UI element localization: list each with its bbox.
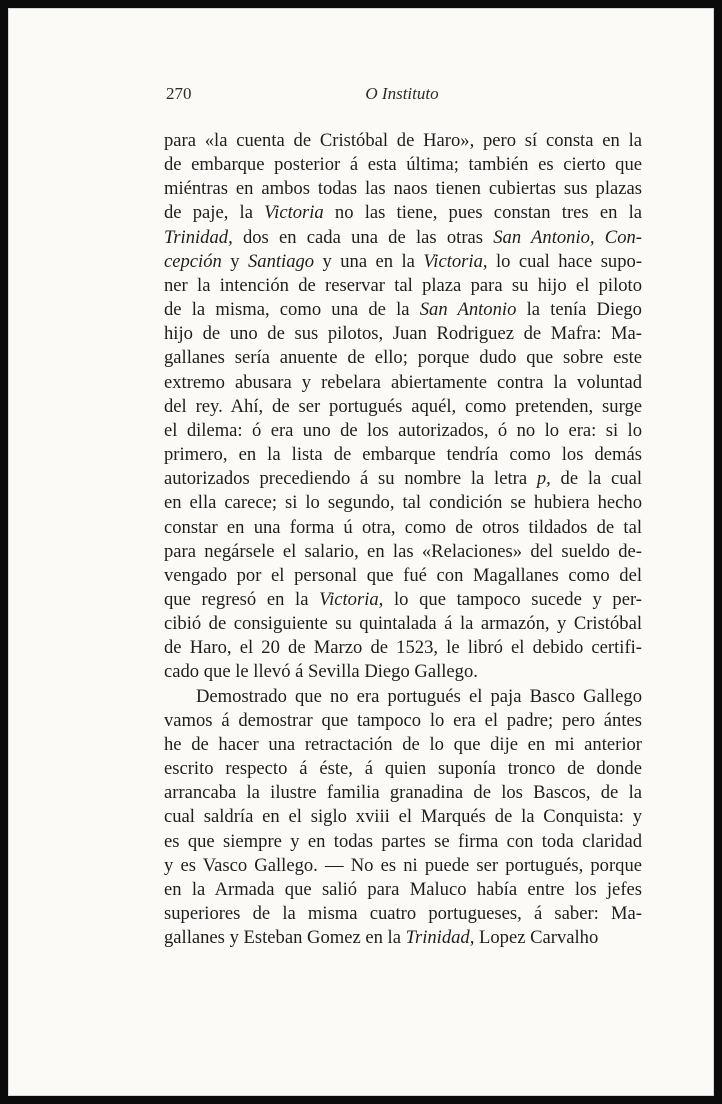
text-line: [164, 685, 642, 709]
paragraph: [164, 685, 642, 951]
text-segment: gallanes y Esteban Gomez en la: [164, 927, 406, 949]
italic-text: San Antonio, Con-: [493, 226, 642, 248]
italic-text: Santiago: [247, 250, 315, 272]
text-segment: lo que tampoco sucede y per-: [383, 588, 642, 610]
text-segment: Lopez Carvalho: [474, 927, 599, 949]
text-line: [164, 153, 642, 177]
text-line: [164, 564, 642, 588]
book-page: [8, 8, 714, 1096]
text-segment: primero, en la lista de embarque tendría como los demás: [164, 444, 642, 466]
text-segment: superiores de la misma cuatro portugueses, á saber: Ma-: [164, 903, 642, 924]
text-segment: para «la cuenta de Cristóbal de Haro», pero sí consta en la: [164, 130, 642, 151]
text-line: [164, 757, 642, 781]
text-segment: la tenía Diego: [516, 299, 642, 321]
text-segment: es que siempre y en todas partes se firma con toda claridad: [164, 830, 642, 852]
text-segment: que regresó en la: [164, 588, 320, 610]
text-segment: en la Armada que salió para Maluco había entre los jefes: [164, 878, 642, 900]
text-segment: miéntras en ambos todas las naos tienen cubiertas sus plazas: [164, 178, 642, 200]
text-segment: y una en la: [314, 250, 424, 272]
page-number: 270: [166, 84, 192, 103]
text-segment: cado que le llevó á Sevilla Diego Gallego.: [164, 661, 478, 683]
italic-text: Trinidad,: [405, 927, 475, 949]
text-line: [164, 660, 642, 684]
text-segment: cibió de consiguiente su quintalada á la armazón, y Cristóbal: [164, 613, 642, 635]
text-line: [164, 298, 642, 322]
text-line: [164, 926, 642, 950]
text-segment: Demostrado que no era portugués el paja Basco Gallego: [196, 685, 642, 707]
text-line: [164, 491, 642, 515]
italic-text: Victoria,: [423, 250, 488, 272]
text-segment: gallanes sería anuente de ello; porque dudo que sobre este: [164, 347, 642, 369]
text-segment: autorizados precediendo á su nombre la letra: [164, 468, 537, 490]
text-segment: escrito respecto á éste, á quien suponía tronco de donde: [164, 758, 642, 780]
text-segment: lo cual hace supo-: [487, 250, 643, 272]
text-line: [164, 805, 642, 829]
text-segment: hijo de uno de sus pilotos, Juan Rodriguez de Mafra: Ma-: [164, 323, 642, 345]
text-segment: arrancaba la ilustre familia granadina de los Bascos, de la: [164, 782, 642, 804]
body-text: [164, 129, 642, 950]
text-segment: cual saldría en el siglo xviii el Marqués de la Conquista: y: [164, 806, 642, 828]
text-line: [164, 419, 642, 443]
text-line: [164, 854, 642, 878]
text-segment: ner la intención de reservar tal plaza para su hijo el piloto: [164, 274, 642, 296]
running-title: O Instituto: [365, 84, 439, 103]
text-segment: del rey. Ahí, de ser portugués aquél, como pretenden, surge: [164, 395, 642, 417]
text-segment: y es Vasco Gallego. — No es ni puede ser portugués, porque: [164, 854, 642, 876]
text-line: [164, 709, 642, 733]
text-line: [164, 371, 642, 395]
text-segment: dos en cada una de las otras: [232, 226, 494, 248]
text-line: [164, 830, 642, 854]
text-line: [164, 636, 642, 660]
text-line: [164, 733, 642, 757]
text-line: [164, 612, 642, 636]
text-line: [164, 274, 642, 298]
text-line: [164, 443, 642, 467]
text-line: [164, 129, 642, 153]
text-segment: de la cual: [550, 468, 642, 490]
text-segment: y: [221, 250, 248, 272]
text-segment: vamos á demostrar que tampoco lo era el padre; pero ántes: [164, 709, 642, 731]
italic-text: cepción: [164, 250, 222, 272]
text-segment: vengado por el personal que fué con Magallanes como del: [164, 564, 642, 586]
text-line: [164, 346, 642, 370]
text-segment: de embarque posterior á esta última; también es cierto que: [164, 154, 642, 176]
text-line: [164, 467, 642, 491]
text-segment: constar en una forma ú otra, como de otros tildados de tal: [164, 516, 642, 538]
italic-text: Trinidad,: [164, 226, 233, 248]
text-segment: no las tiene, pues constan tres en la: [323, 202, 643, 224]
text-line: [164, 588, 642, 612]
text-line: [164, 878, 642, 902]
text-line: [164, 395, 642, 419]
text-segment: extremo abusara y rebelara abiertamente contra la voluntad: [164, 371, 642, 393]
text-segment: de paje, la: [164, 202, 265, 224]
text-line: [164, 226, 642, 250]
text-line: [164, 177, 642, 201]
italic-text: p,: [536, 468, 551, 490]
text-segment: he de hacer una retractación de lo que dije en mi anterior: [164, 733, 642, 755]
text-line: [164, 516, 642, 540]
text-segment: de la misma, como una de la: [164, 299, 420, 321]
text-line: [164, 781, 642, 805]
text-line: [164, 902, 642, 926]
running-head: [166, 84, 638, 112]
text-line: [164, 540, 642, 564]
text-segment: de Haro, el 20 de Marzo de 1523, le libró el debido certifi-: [164, 637, 642, 659]
italic-text: Victoria,: [319, 588, 384, 610]
text-segment: para negársele el salario, en las «Relaciones» del sueldo de-: [164, 540, 642, 562]
text-segment: el dilema: ó era uno de los autorizados, ó no lo era: si lo: [164, 419, 642, 441]
text-segment: en ella carece; si lo segundo, tal condición se hubiera hecho: [164, 492, 642, 514]
paragraph: [164, 129, 642, 685]
text-line: [164, 250, 642, 274]
text-line: [164, 201, 642, 225]
text-line: [164, 322, 642, 346]
italic-text: San Antonio: [419, 299, 517, 321]
italic-text: Victoria: [264, 202, 324, 224]
